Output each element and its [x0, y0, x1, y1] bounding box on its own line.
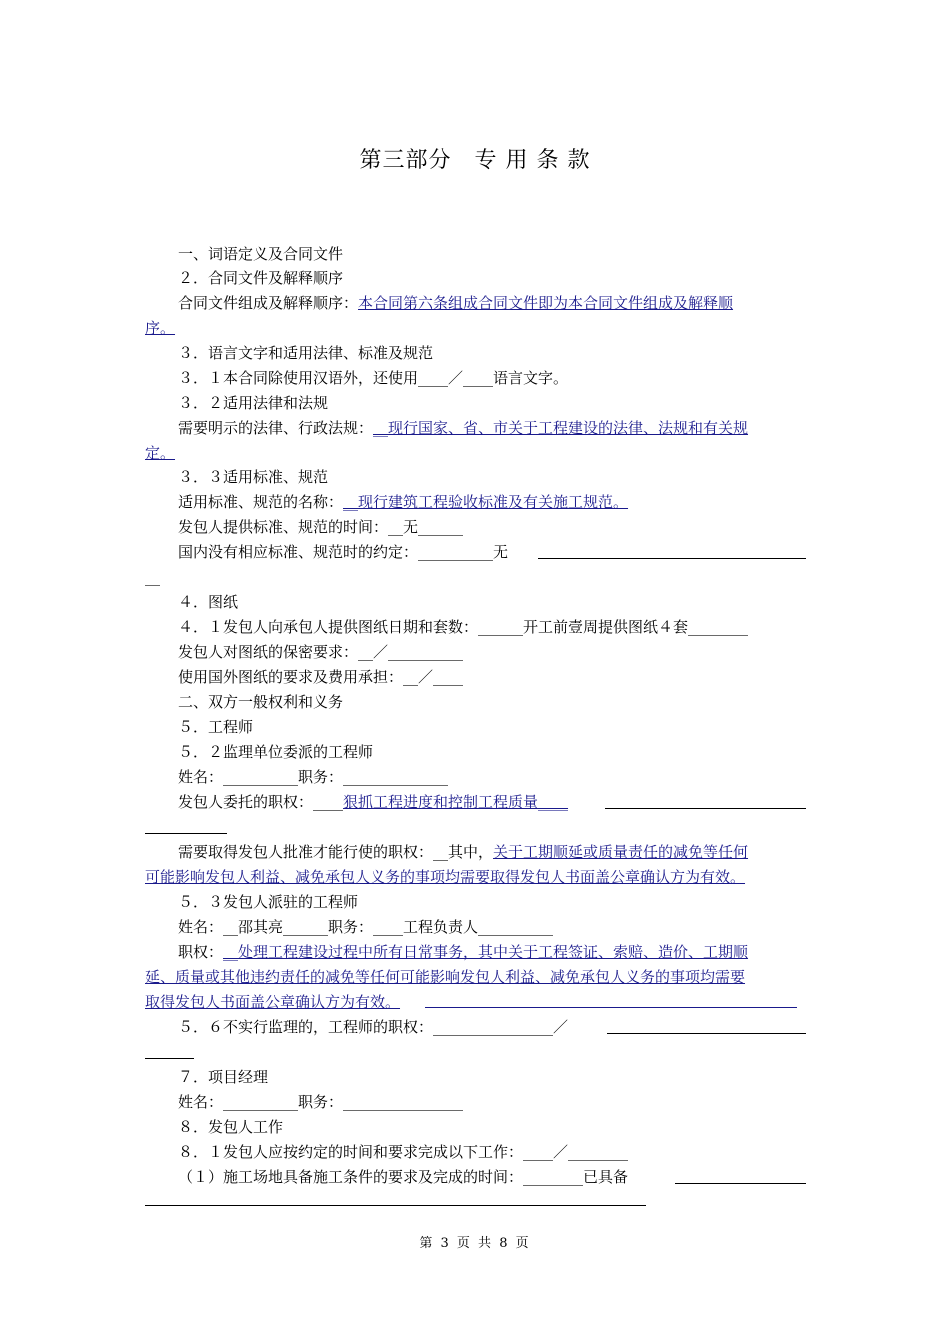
clause-text-cont: 序。 [145, 319, 176, 337]
clause-text-cont: __ [145, 568, 160, 586]
clause-text: 姓名：__________职务：______________ [178, 768, 449, 786]
clause-text: 需要明示的法律、行政法规：__现行国家、省、市关于工程建设的法律、法规和有关规 [178, 419, 749, 437]
clause-text: 需要取得发包人批准才能行使的职权：__其中，关于工期顺延或质量责任的减免等任何 [178, 843, 749, 861]
clause-text-cont: 定。 [145, 444, 176, 462]
clause-text: ４．１发包人向承包人提供图纸日期和套数：______开工前壹周提供图纸４套________ [178, 618, 749, 636]
fill-line [607, 1033, 806, 1034]
clause-heading: ８．发包人工作 [178, 1118, 284, 1136]
clause-text: ５．６不实行监理的，工程师的职权：________________／ [178, 1018, 569, 1036]
clause-text: 合同文件组成及解释顺序：本合同第六条组成合同文件即为本合同文件组成及解释顺 [178, 294, 734, 312]
clause-heading: ５．３发包人派驻的工程师 [178, 893, 359, 911]
fill-line [538, 558, 806, 559]
clause-text-cont: 可能影响发包人利益、减免承包人义务的事项均需要取得发包人书面盖公章确认方为有效。 [145, 868, 746, 886]
page-title: 第三部分 专 用 条 款 [359, 148, 591, 173]
clause-text: 姓名：__________职务：________________ [178, 1093, 464, 1111]
clause-text: 职权：__处理工程建设过程中所有日常事务，其中关于工程签证、索赔、造价、工期顺 [178, 943, 749, 961]
clause-heading: ５．２监理单位委派的工程师 [178, 743, 374, 761]
clause-text: 使用国外图纸的要求及费用承担：__／____ [178, 668, 464, 686]
clause-text-cont: 延、质量或其他违约责任的减免等任何可能影响发包人利益、减免承包人义务的事项均需要 [145, 968, 746, 986]
clause-text: ３．１本合同除使用汉语外，还使用____／____语言文字。 [178, 369, 569, 387]
clause-heading: ３．语言文字和适用法律、标准及规范 [178, 344, 434, 362]
fill-line [605, 808, 806, 809]
clause-text: 适用标准、规范的名称：__现行建筑工程验收标准及有关施工规范。 [178, 493, 629, 511]
clause-text: 姓名：__邵其亮______职务：____工程负责人__________ [178, 918, 554, 936]
fill-line [145, 1205, 646, 1206]
fill-line [145, 833, 227, 834]
clause-text: 发包人委托的职权：____狠抓工程进度和控制工程质量____ [178, 793, 569, 811]
clause-text: （１）施工场地具备施工条件的要求及完成的时间：________已具备 [178, 1168, 629, 1186]
clause-heading: ７．项目经理 [178, 1068, 269, 1086]
page-number: 第 3 页 共 8 页 [419, 1236, 531, 1251]
clause-text-cont: 取得发包人书面盖公章确认方为有效。 [145, 993, 401, 1011]
clause-heading: ５．工程师 [178, 718, 254, 736]
clause-text: 发包人提供标准、规范的时间：__无______ [178, 518, 464, 536]
clause-heading: ２．合同文件及解释顺序 [178, 269, 344, 287]
section-heading: 一、词语定义及合同文件 [178, 245, 344, 263]
clause-heading: ３．２适用法律和法规 [178, 394, 329, 412]
clause-text: 发包人对图纸的保密要求：__／__________ [178, 643, 464, 661]
fill-line [675, 1183, 806, 1184]
section-heading: 二、双方一般权利和义务 [178, 693, 344, 711]
clause-heading: ４．图纸 [178, 593, 239, 611]
fill-line [145, 1058, 194, 1059]
clause-heading: ３．３适用标准、规范 [178, 468, 329, 486]
fill-line [425, 1007, 797, 1008]
clause-text: ８．１发包人应按约定的时间和要求完成以下工作：____／________ [178, 1143, 629, 1161]
clause-text: 国内没有相应标准、规范时的约定：__________无 [178, 543, 509, 561]
